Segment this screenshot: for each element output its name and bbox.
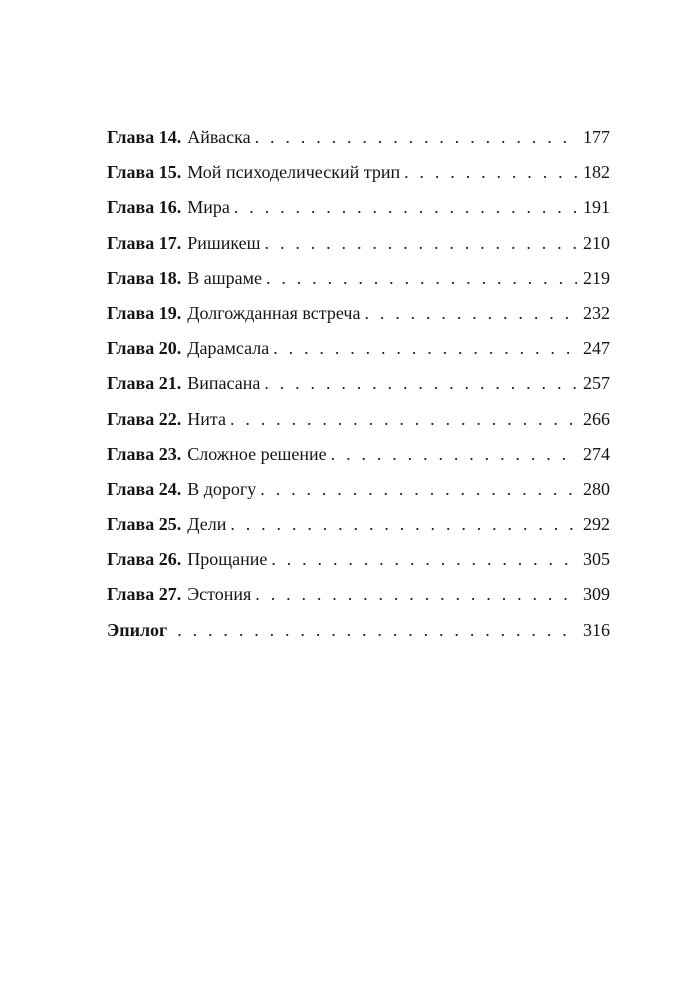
chapter-title: Мира xyxy=(187,197,230,218)
dot-leader xyxy=(255,577,577,612)
toc-entry-ch15 xyxy=(107,155,610,190)
page-number: 257 xyxy=(583,373,610,394)
dot-leader xyxy=(404,155,577,190)
chapter-title: Дели xyxy=(187,514,227,535)
chapter-number: Глава 18. xyxy=(107,267,182,288)
chapter-number: Глава 21. xyxy=(107,373,182,394)
chapter-number: Глава 23. xyxy=(107,443,182,464)
toc-entry-ch16 xyxy=(107,190,610,225)
chapter-number: Глава 20. xyxy=(107,338,182,359)
chapter-title: Випасана xyxy=(187,373,261,394)
dot-leader xyxy=(271,542,577,577)
page-number: 191 xyxy=(583,197,610,218)
toc-entry-ch19 xyxy=(107,296,610,331)
chapter-number: Глава 16. xyxy=(107,197,182,218)
dot-leader xyxy=(177,613,577,648)
toc-entry-ch20 xyxy=(107,331,610,366)
dot-leader xyxy=(234,190,577,225)
dot-leader xyxy=(260,472,577,507)
chapter-title: Прощание xyxy=(187,549,268,570)
chapter-number: Глава 22. xyxy=(107,408,182,429)
toc-entry-ch23 xyxy=(107,437,610,472)
chapter-number: Глава 17. xyxy=(107,232,182,253)
toc-entry-ch21 xyxy=(107,366,610,401)
page-number: 305 xyxy=(583,549,610,570)
dot-leader xyxy=(331,437,577,472)
chapter-title: Долгожданная встреча xyxy=(187,302,361,323)
chapter-number: Глава 25. xyxy=(107,514,182,535)
chapter-title: В дорогу xyxy=(187,478,257,499)
toc-entry-ch14 xyxy=(107,120,610,155)
chapter-title: Ришикеш xyxy=(187,232,261,253)
dot-leader xyxy=(265,226,577,261)
toc-entry-ch24 xyxy=(107,472,610,507)
chapter-title: Мой психоделический трип xyxy=(187,162,401,183)
page-number: 274 xyxy=(583,443,610,464)
page-number: 182 xyxy=(583,162,610,183)
chapter-number: Глава 14. xyxy=(107,127,182,147)
toc-entry-ch18 xyxy=(107,261,610,296)
page-number: 316 xyxy=(583,619,610,640)
page-number: 280 xyxy=(583,478,610,499)
dot-leader xyxy=(364,296,577,331)
dot-leader xyxy=(273,331,577,366)
toc-entry-ch22 xyxy=(107,402,610,437)
chapter-number: Глава 24. xyxy=(107,478,182,499)
toc-entry-ch25 xyxy=(107,507,610,542)
page-number: 232 xyxy=(583,302,610,323)
chapter-number: Глава 15. xyxy=(107,162,182,183)
dot-leader xyxy=(266,261,577,296)
chapter-title: Айваска xyxy=(187,127,251,147)
chapter-title: Дарамсала xyxy=(187,338,270,359)
page-number: 247 xyxy=(583,338,610,359)
chapter-number: Глава 27. xyxy=(107,584,182,605)
page-number: 219 xyxy=(583,267,610,288)
table-of-contents xyxy=(107,120,610,648)
chapter-title: Сложное решение xyxy=(187,443,327,464)
page-number: 309 xyxy=(583,584,610,605)
page-number: 266 xyxy=(583,408,610,429)
chapter-title: Эстония xyxy=(187,584,252,605)
dot-leader xyxy=(264,366,577,401)
toc-entry-ch26 xyxy=(107,542,610,577)
page-number: 292 xyxy=(583,514,610,535)
toc-entry-epilogue xyxy=(107,613,610,648)
dot-leader xyxy=(255,120,577,155)
dot-leader xyxy=(230,402,577,437)
dot-leader xyxy=(230,507,577,542)
chapter-number: Эпилог xyxy=(107,619,168,640)
chapter-title: В ашраме xyxy=(187,267,262,288)
toc-entry-ch17 xyxy=(107,226,610,261)
toc-entry-ch27 xyxy=(107,577,610,612)
page-number: 210 xyxy=(583,232,610,253)
chapter-number: Глава 26. xyxy=(107,549,182,570)
chapter-number: Глава 19. xyxy=(107,302,182,323)
chapter-title: Нита xyxy=(187,408,226,429)
page-number: 177 xyxy=(583,127,610,147)
